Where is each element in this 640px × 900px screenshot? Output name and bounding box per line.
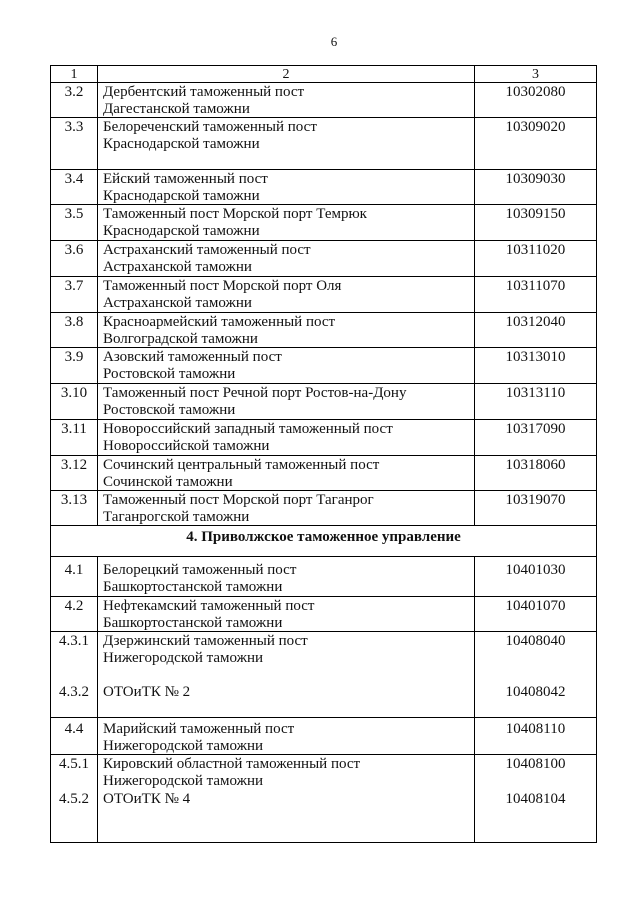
post-name <box>98 721 474 755</box>
code-cell <box>475 277 596 312</box>
row-number-cell <box>51 597 98 631</box>
post-name-line: Таможенный пост Морской порт Таганрог <box>103 492 374 508</box>
post-name-line: Башкортостанской таможни <box>103 579 283 595</box>
post-code: 10311020 <box>505 242 566 258</box>
post-name-cell <box>98 597 475 631</box>
post-name-cell <box>98 755 475 842</box>
post-number: 3.2 <box>64 84 84 100</box>
post-name-cell <box>98 557 475 596</box>
table-row <box>51 241 596 277</box>
post-code: 10408040 <box>505 633 566 649</box>
table-row <box>51 456 596 491</box>
post-name-line: Таможенный пост Морской порт Оля <box>103 278 342 294</box>
row-number-cell <box>51 456 98 490</box>
row-number-cell <box>51 420 98 455</box>
post-code: 10401070 <box>505 598 566 614</box>
code-cell <box>475 205 596 240</box>
row-number-cell <box>51 241 98 276</box>
table-row <box>51 718 596 755</box>
post-name-cell <box>98 241 475 276</box>
post-name-line: Волгоградской таможни <box>103 331 258 347</box>
post-name-cell <box>98 456 475 490</box>
post-name-line: Белореченский таможенный пост <box>103 119 317 135</box>
table-row <box>51 277 596 313</box>
post-number: 4.4 <box>64 721 84 737</box>
post-name-line: Краснодарской таможни <box>103 223 260 239</box>
post-name <box>98 349 474 383</box>
post-name <box>98 598 474 632</box>
code-cell <box>475 384 596 419</box>
post-name-line: Астраханской таможни <box>103 295 252 311</box>
post-name-line: Астраханский таможенный пост <box>103 242 311 258</box>
post-name <box>98 242 474 276</box>
post-name <box>98 684 474 701</box>
post-name <box>98 457 474 491</box>
post-name-line: Дербентский таможенный пост <box>103 84 305 100</box>
code-cell <box>475 420 596 455</box>
row-number-cell <box>51 718 98 754</box>
post-name-line: ОТОиТК № 4 <box>103 791 191 807</box>
post-number: 3.6 <box>64 242 84 258</box>
post-name-line: ОТОиТК № 2 <box>103 684 191 700</box>
post-name <box>98 314 474 348</box>
post-number: 3.11 <box>61 421 87 437</box>
post-name-line: Астраханской таможни <box>103 259 252 275</box>
post-name-line: Таможенный пост Речной порт Ростов-на-Дону <box>103 385 407 401</box>
header-row <box>51 66 596 83</box>
row-number-cell <box>51 557 98 596</box>
table-row <box>51 384 596 420</box>
post-name-cell <box>98 491 475 525</box>
table-row <box>51 205 596 241</box>
section-heading: 4. Приволжское таможенное управление <box>186 529 461 545</box>
row-number-cell <box>51 491 98 525</box>
post-code: 10318060 <box>505 457 566 473</box>
post-number: 4.3.2 <box>59 684 89 700</box>
post-name-cell <box>98 118 475 169</box>
post-name-line: Кировский областной таможенный пост <box>103 756 361 772</box>
post-name-line: Ростовской таможни <box>103 366 236 382</box>
post-name-line: Красноармейский таможенный пост <box>103 314 336 330</box>
table-row <box>51 557 596 597</box>
post-name-line: Нефтекамский таможенный пост <box>103 598 315 614</box>
code-cell <box>475 632 596 717</box>
code-cell <box>475 313 596 347</box>
post-name-line: Башкортостанской таможни <box>103 615 283 631</box>
post-number: 4.1 <box>64 562 84 578</box>
post-name-line: Ейский таможенный пост <box>103 171 268 187</box>
row-number-cell <box>51 313 98 347</box>
table-row <box>51 597 596 632</box>
post-name-line: Азовский таможенный пост <box>103 349 282 365</box>
table-row <box>51 755 596 843</box>
post-code: 10408042 <box>505 684 566 700</box>
post-name-line: Нижегородской таможни <box>103 650 264 666</box>
post-name-cell <box>98 384 475 419</box>
row-number-cell <box>51 83 98 117</box>
table-row <box>51 348 596 384</box>
table-row <box>51 118 596 170</box>
row-number-cell <box>51 205 98 240</box>
post-name <box>98 421 474 455</box>
post-name-line: Таганрогской таможни <box>103 509 250 525</box>
row-number-cell <box>51 755 98 842</box>
post-number: 3.3 <box>64 119 84 135</box>
post-code: 10317090 <box>505 421 566 437</box>
column-header: 2 <box>98 66 475 82</box>
post-code: 10309030 <box>505 171 566 187</box>
post-name-cell <box>98 632 475 717</box>
post-name <box>98 171 474 205</box>
row-number-cell <box>51 277 98 312</box>
post-name <box>98 492 474 526</box>
post-name-cell <box>98 205 475 240</box>
post-name <box>98 756 474 790</box>
post-number: 4.3.1 <box>59 633 89 649</box>
post-name <box>98 206 474 240</box>
code-cell <box>475 170 596 204</box>
post-name-line: Таможенный пост Морской порт Темрюк <box>103 206 367 222</box>
post-name-cell <box>98 348 475 383</box>
post-number: 3.7 <box>64 278 84 294</box>
post-name <box>98 562 474 596</box>
column-header: 1 <box>51 66 98 82</box>
post-code: 10408104 <box>505 791 566 807</box>
post-code: 10311070 <box>505 278 566 294</box>
post-name-line: Дзержинский таможенный пост <box>103 633 308 649</box>
post-name-cell <box>98 83 475 117</box>
column-header: 3 <box>532 67 539 82</box>
post-code: 10319070 <box>505 492 566 508</box>
post-name <box>98 385 474 419</box>
post-code: 10313110 <box>505 385 566 401</box>
post-number: 4.2 <box>64 598 84 614</box>
post-number: 3.8 <box>64 314 84 330</box>
post-name-line: Нижегородской таможни <box>103 738 264 754</box>
post-name <box>98 278 474 312</box>
post-code: 10312040 <box>505 314 566 330</box>
code-cell <box>475 118 596 169</box>
post-name-line: Марийский таможенный пост <box>103 721 295 737</box>
post-number: 3.9 <box>64 349 84 365</box>
table-row <box>51 313 596 348</box>
code-cell <box>475 597 596 631</box>
post-name-cell <box>98 718 475 754</box>
post-name-cell <box>98 313 475 347</box>
code-cell <box>475 557 596 596</box>
code-cell <box>475 456 596 490</box>
post-name-line: Новороссийской таможни <box>103 438 270 454</box>
post-name-line: Нижегородской таможни <box>103 773 264 789</box>
post-number: 4.5.2 <box>59 791 89 807</box>
post-number: 3.10 <box>60 385 88 401</box>
table-row <box>51 170 596 205</box>
post-number: 4.5.1 <box>59 756 89 772</box>
post-code: 10309150 <box>505 206 566 222</box>
post-number: 3.5 <box>64 206 84 222</box>
table-row <box>51 420 596 456</box>
row-number-cell <box>51 118 98 169</box>
post-name-line: Дагестанской таможни <box>103 101 250 117</box>
row-number-cell <box>51 170 98 204</box>
post-name-line: Ростовской таможни <box>103 402 236 418</box>
post-name-cell <box>98 420 475 455</box>
post-name-line: Новороссийский западный таможенный пост <box>103 421 393 437</box>
code-cell <box>475 491 596 525</box>
post-name-line: Краснодарской таможни <box>103 136 260 152</box>
table-row <box>51 491 596 526</box>
post-number: 3.13 <box>60 492 88 508</box>
post-name <box>98 791 474 808</box>
post-code: 10408100 <box>505 756 566 772</box>
post-name <box>98 633 474 667</box>
code-cell <box>475 348 596 383</box>
row-number-cell <box>51 384 98 419</box>
row-number-cell <box>51 632 98 717</box>
post-code: 10313010 <box>505 349 566 365</box>
post-code: 10408110 <box>505 721 566 737</box>
post-name <box>98 119 474 153</box>
post-name-cell <box>98 277 475 312</box>
post-name-cell <box>98 170 475 204</box>
table-row <box>51 83 596 118</box>
section-row <box>51 526 596 557</box>
code-cell <box>475 241 596 276</box>
post-name <box>98 84 474 118</box>
customs-posts-table <box>50 65 597 843</box>
table-row <box>51 632 596 718</box>
post-code: 10309020 <box>505 119 566 135</box>
post-code: 10401030 <box>505 562 566 578</box>
page-number: 6 <box>330 34 338 49</box>
post-number: 3.12 <box>60 457 88 473</box>
code-cell <box>475 755 596 842</box>
post-name-line: Сочинской таможни <box>103 474 233 490</box>
code-cell <box>475 83 596 117</box>
post-name-line: Сочинский центральный таможенный пост <box>103 457 380 473</box>
post-number: 3.4 <box>64 171 84 187</box>
post-name-line: Краснодарской таможни <box>103 188 260 204</box>
post-name-line: Белорецкий таможенный пост <box>103 562 297 578</box>
code-cell <box>475 718 596 754</box>
row-number-cell <box>51 348 98 383</box>
post-code: 10302080 <box>505 84 566 100</box>
